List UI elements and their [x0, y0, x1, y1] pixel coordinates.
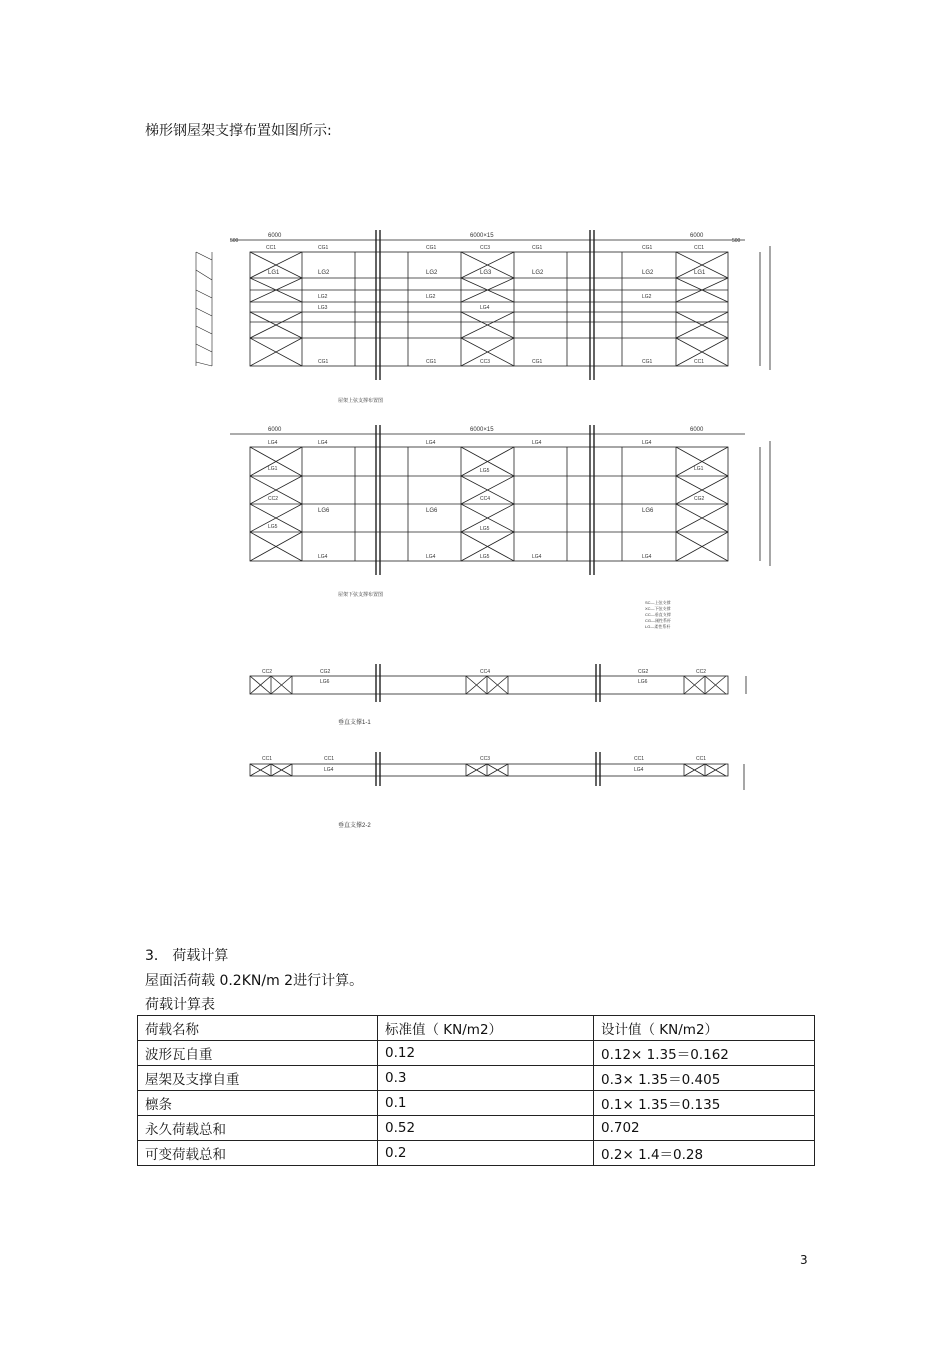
dim-left: 6000: [268, 427, 282, 433]
section-2-2: [250, 752, 744, 829]
table-cell: 0.52: [378, 1116, 594, 1141]
table-row: [138, 1066, 815, 1091]
label: CG2: [638, 669, 649, 675]
table-cell: 0.12: [378, 1041, 594, 1066]
section-heading: 3． 荷载计算: [145, 948, 229, 964]
label: CC1: [694, 359, 705, 365]
label: LG2: [642, 294, 652, 300]
table-cell: 0.1× 1.35＝0.135: [594, 1091, 815, 1116]
drawing-legend: [645, 599, 671, 629]
label: CC1: [324, 756, 335, 762]
table-row: [138, 1116, 815, 1141]
label: LG2: [426, 270, 438, 276]
label: LG4: [642, 554, 652, 560]
label: CC1: [694, 245, 705, 251]
label: CC3: [480, 359, 491, 365]
table-cell: 0.702: [594, 1116, 815, 1141]
table-cell: 0.12× 1.35＝0.162: [594, 1041, 815, 1066]
label: LG1: [268, 466, 278, 472]
dim-edge: 500: [230, 238, 239, 244]
label: CG1: [642, 359, 653, 365]
label: LG4: [480, 305, 490, 311]
label: CC3: [480, 756, 491, 762]
label: LG3: [480, 270, 492, 276]
label: LG4: [268, 440, 278, 446]
label: LG4: [532, 440, 542, 446]
label: LG2: [318, 294, 328, 300]
table-cell: 0.3: [378, 1066, 594, 1091]
dim-middle: 6000×15: [470, 233, 494, 239]
table-cell: 永久荷载总和: [138, 1116, 378, 1141]
table-row: [138, 1091, 815, 1116]
label: CC1: [696, 756, 707, 762]
dim-left: 6000: [268, 233, 282, 239]
legend-item: CG—刚性系杆: [645, 618, 671, 623]
label: LG4: [324, 767, 334, 773]
section2-caption: 垂直支撑2-2: [338, 823, 371, 829]
header-cell: 标准值（ KN/m2）: [378, 1016, 594, 1041]
intro-text: 梯形钢屋架支撑布置如图所示:: [145, 123, 332, 139]
label: LG6: [642, 508, 654, 514]
label: CC1: [262, 756, 273, 762]
label: CC2: [696, 669, 707, 675]
section1-caption: 垂直支撑1-1: [338, 720, 371, 726]
label: CG1: [532, 245, 543, 251]
label: CC2: [262, 669, 273, 675]
label: LG2: [532, 270, 544, 276]
dim-right: 6000: [690, 233, 704, 239]
label: CC1: [634, 756, 645, 762]
legend-item: XC—下弦支撑: [645, 606, 671, 611]
table-caption: 荷载计算表: [145, 997, 215, 1013]
table-cell: 檩条: [138, 1091, 378, 1116]
label: LG4: [426, 440, 436, 446]
label: LG5: [268, 524, 278, 530]
label: LG2: [318, 270, 330, 276]
legend-item: LG—柔性系杆: [645, 624, 671, 629]
dim-edge-right: 500: [732, 238, 741, 244]
legend-item: SC—上弦支撑: [645, 600, 671, 605]
label: LG1: [694, 270, 706, 276]
label: CG1: [426, 359, 437, 365]
label: CG1: [532, 359, 543, 365]
label: CG2: [320, 669, 331, 675]
table-header-row: [138, 1016, 815, 1041]
label: CC1: [266, 245, 277, 251]
label: CG1: [318, 359, 329, 365]
label: CC4: [480, 496, 491, 502]
plan-lower-chord: [230, 425, 770, 629]
label: CC4: [480, 669, 491, 675]
plan-upper-chord: [196, 230, 770, 404]
label: CG1: [318, 245, 329, 251]
label: LG3: [318, 305, 328, 311]
label: LG6: [320, 679, 330, 685]
label: LG5: [480, 526, 490, 532]
dim-right: 6000: [690, 427, 704, 433]
label: LG4: [318, 440, 328, 446]
table-cell: 可变荷载总和: [138, 1141, 378, 1166]
load-calculation-table: [137, 1015, 815, 1166]
table-cell: 屋架及支撑自重: [138, 1066, 378, 1091]
header-cell: 荷载名称: [138, 1016, 378, 1041]
label: LG4: [634, 767, 644, 773]
table-cell: 0.3× 1.35＝0.405: [594, 1066, 815, 1091]
table-row: [138, 1041, 815, 1066]
label: LG6: [638, 679, 648, 685]
page-number: 3: [800, 1253, 808, 1267]
table-cell: 0.2× 1.4＝0.28: [594, 1141, 815, 1166]
section-1-1: [250, 664, 746, 726]
plan2-caption: 屋架下弦支撑布置图: [338, 592, 384, 598]
label: LG1: [268, 270, 280, 276]
label: LG4: [318, 554, 328, 560]
label: CG2: [694, 496, 705, 502]
table-cell: 0.2: [378, 1141, 594, 1166]
label: LG4: [426, 554, 436, 560]
label: CG1: [426, 245, 437, 251]
label: CC3: [480, 245, 491, 251]
label: LG5: [480, 468, 490, 474]
dim-middle: 6000×15: [470, 427, 494, 433]
header-cell: 设计值（ KN/m2）: [594, 1016, 815, 1041]
plan1-caption: 屋架上弦支撑布置图: [338, 398, 384, 404]
label: LG4: [532, 554, 542, 560]
label: LG4: [642, 440, 652, 446]
legend-item: CC—垂直支撑: [645, 612, 671, 617]
label: LG5: [480, 554, 490, 560]
label: LG2: [642, 270, 654, 276]
label: LG1: [694, 466, 704, 472]
label: CG1: [642, 245, 653, 251]
live-load-text: 屋面活荷载 0.2KN/m 2进行计算。: [145, 973, 364, 989]
table-row: [138, 1141, 815, 1166]
label: LG6: [318, 508, 330, 514]
label: LG6: [426, 508, 438, 514]
label: LG2: [426, 294, 436, 300]
table-cell: 波形瓦自重: [138, 1041, 378, 1066]
table-cell: 0.1: [378, 1091, 594, 1116]
label: CC2: [268, 496, 279, 502]
